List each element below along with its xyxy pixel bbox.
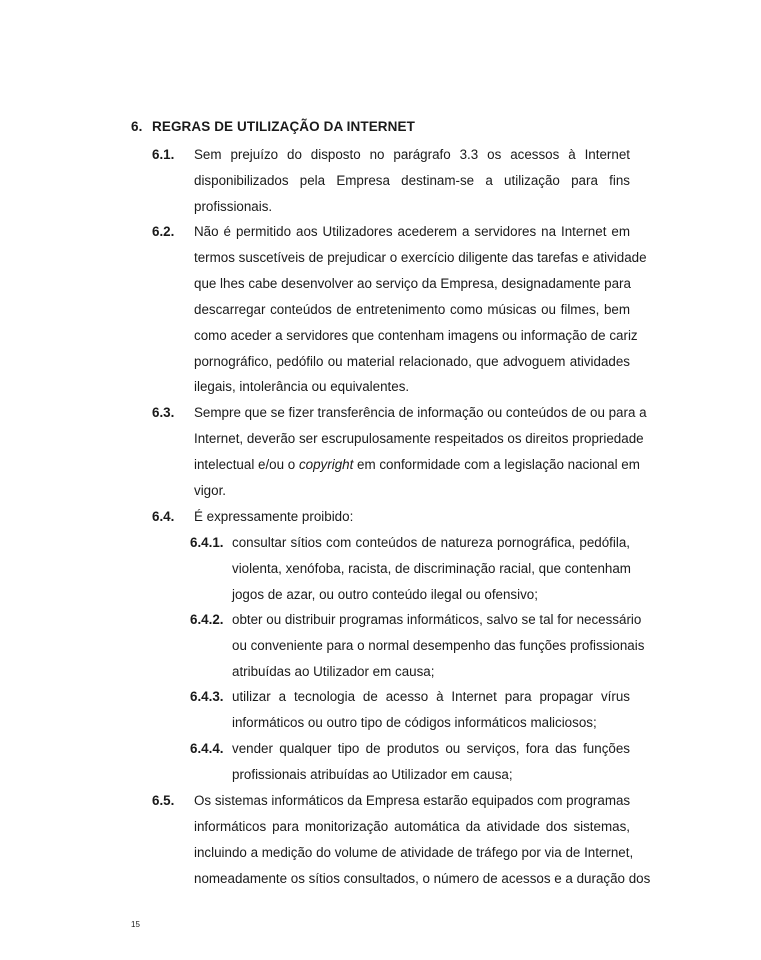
text-line: vender qualquer tipo de produtos ou serviços, fora das funções <box>232 741 630 756</box>
clause-number: 6.1. <box>152 147 175 162</box>
text-line: obter ou distribuir programas informáticos, salvo se tal for necessário <box>232 612 642 627</box>
clause-text <box>194 504 630 530</box>
text-line: vigor. <box>194 482 227 498</box>
text-fragment: intelectual e/ou o <box>194 456 299 472</box>
text-line: ou conveniente para o normal desempenho das funções profissionais <box>232 637 645 653</box>
text-line: ilegais, intolerância ou equivalentes. <box>194 379 410 395</box>
text-line: profissionais atribuídas ao Utilizador em causa; <box>232 766 513 782</box>
text-line: Sem prejuízo do disposto no parágrafo 3.3 os acessos à Internet <box>194 147 630 162</box>
clause-text <box>232 684 630 736</box>
text-line: nomeadamente os sítios consultados, o número de acessos e a duração dos <box>194 870 651 886</box>
clause-number: 6.4.3. <box>190 689 224 704</box>
clause-text <box>194 788 651 892</box>
text-line: Os sistemas informáticos da Empresa estarão equipados com programas <box>194 793 631 808</box>
text-line: Internet, deverão ser escrupulosamente respeitados os direitos propriedade <box>194 430 644 446</box>
clause-number: 6.4.1. <box>190 535 224 550</box>
text-line: Não é permitido aos Utilizadores acederem a servidores na Internet em <box>194 224 630 239</box>
italic-term: copyright <box>298 456 354 472</box>
clause-text <box>194 219 647 400</box>
text-line: violenta, xenófoba, racista, de discriminação racial, que contenham <box>232 560 631 576</box>
text-line: disponibilizados pela Empresa destinam-se a utilização para fins <box>194 172 630 188</box>
text-line: incluindo a medição do volume de atividade de tráfego por via de Internet, <box>194 844 634 860</box>
clause-number: 6.4.4. <box>190 741 224 756</box>
text-line: É expressamente proibido: <box>194 509 354 524</box>
clause-number: 6.2. <box>152 224 175 239</box>
clause-text <box>232 607 645 685</box>
text-line: Sempre que se fizer transferência de informação ou conteúdos de ou para a <box>194 405 647 420</box>
clause-text <box>232 530 630 608</box>
clause-number: 6.4.2. <box>190 612 224 627</box>
text-line: utilizar a tecnologia de acesso à Internet para propagar vírus <box>232 689 630 704</box>
text-line: informáticos ou outro tipo de códigos informáticos maliciosos; <box>232 714 597 730</box>
page-number: 15 <box>131 920 140 929</box>
text-line: que lhes cabe desenvolver ao serviço da Empresa, designadamente para <box>194 275 631 291</box>
clause-text <box>232 736 630 788</box>
text-line: consultar sítios com conteúdos de natureza pornográfica, pedófila, <box>232 535 630 550</box>
section-title: REGRAS DE UTILIZAÇÃO DA INTERNET <box>152 119 415 134</box>
text-line: jogos de azar, ou outro conteúdo ilegal ou ofensivo; <box>232 586 538 602</box>
clause-number: 6.3. <box>152 405 175 420</box>
clause-text <box>194 142 630 220</box>
text-line: informáticos para monitorização automática da atividade dos sistemas, <box>194 818 630 834</box>
text-line: como aceder a servidores que contenham imagens ou informação de cariz <box>194 327 638 343</box>
text-line <box>194 452 640 478</box>
clause-number: 6.5. <box>152 793 175 808</box>
text-line: atribuídas ao Utilizador em causa; <box>232 663 435 679</box>
text-line: profissionais. <box>194 198 273 214</box>
text-fragment: em conformidade com a legislação nacional em <box>353 456 640 472</box>
text-line: descarregar conteúdos de entretenimento como músicas ou filmes, bem <box>194 301 630 317</box>
clause-number: 6.4. <box>152 509 175 524</box>
text-line: pornográfico, pedófilo ou material relacionado, que advoguem atividades <box>194 353 630 369</box>
clause-text <box>194 400 647 504</box>
section-number: 6. <box>131 119 143 134</box>
text-line: termos suscetíveis de prejudicar o exercício diligente das tarefas e atividade <box>194 249 647 265</box>
section-heading <box>131 119 415 134</box>
